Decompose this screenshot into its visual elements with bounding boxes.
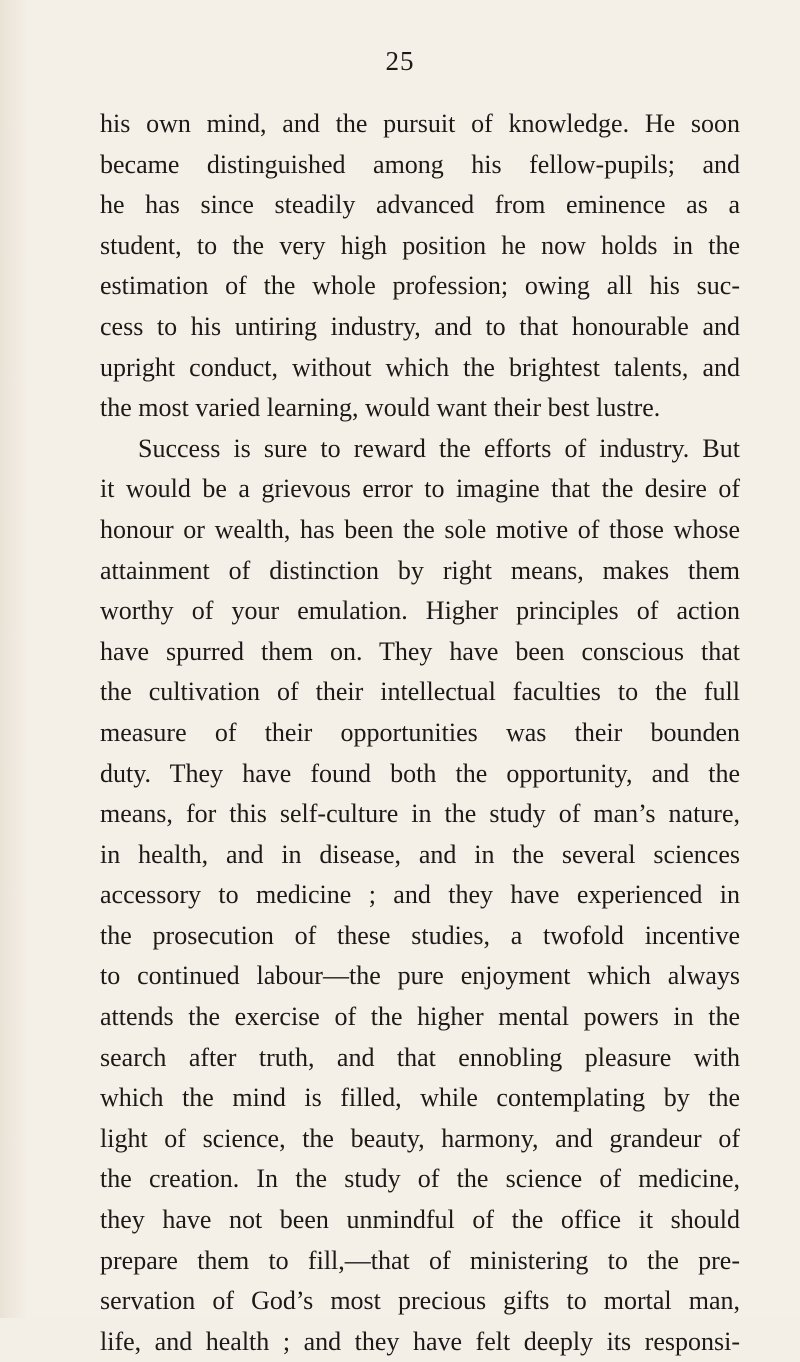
text-line: the cultivation of their intellectual faculties to the full [100,677,740,707]
text-line: duty. They have found both the opportunity, and the [100,758,740,788]
page-number: 25 [385,46,415,76]
text-line: accessory to medicine ; and they have experienced in [100,880,740,910]
text-line: attainment of distinction by right means, makes them [100,555,740,585]
text-line: his own mind, and the pursuit of knowledge. He soon [100,109,740,138]
text-line: cess to his untiring industry, and to that honourable and [100,311,740,341]
text-line: attends the exercise of the higher mental powers in the [100,1002,740,1032]
text-line: they have not been unmindful of the office it should [100,1205,740,1235]
text-line: became distinguished among his fellow-pupils; and [100,149,740,179]
text-line: which the mind is filled, while contemplating by the [100,1083,740,1113]
text-line: honour or wealth, has been the sole motive of those whose [100,514,740,544]
text-line: servation of God’s most precious gifts to mortal man, [100,1286,740,1316]
text-line: worthy of your emulation. Higher principles of action [100,596,740,626]
text-line: he has since steadily advanced from eminence as a [100,190,740,220]
text-line: it would be a grievous error to imagine that the desire of [100,474,740,504]
text-line: estimation of the whole profession; owing all his suc- [100,271,740,301]
text-line: the prosecution of these studies, a twofold incentive [100,920,740,950]
text-line: means, for this self-culture in the study of man’s nature, [100,799,740,829]
text-line: in health, and in disease, and in the several sciences [100,839,740,869]
paragraph-start-line: Success is sure to reward the efforts of industry. But [138,433,740,463]
text-line: have spurred them on. They have been conscious that [100,636,740,666]
body-text [100,104,740,1362]
text-line: search after truth, and that ennobling pleasure with [100,1042,740,1072]
text-line: to continued labour—the pure enjoyment which always [100,961,740,991]
text-line: prepare them to fill,—that of ministering to the pre- [100,1245,740,1275]
text-line: student, to the very high position he now holds in the [100,230,740,260]
text-line: light of science, the beauty, harmony, and grandeur of [100,1123,740,1153]
text-line: upright conduct, without which the brightest talents, and [100,352,740,382]
text-line: the most varied learning, would want their best lustre. [100,393,661,423]
text-line: the creation. In the study of the science of medicine, [100,1164,740,1194]
text-line: life, and health ; and they have felt deeply its responsi- [100,1326,740,1356]
text-line: measure of their opportunities was their bounden [100,717,740,747]
